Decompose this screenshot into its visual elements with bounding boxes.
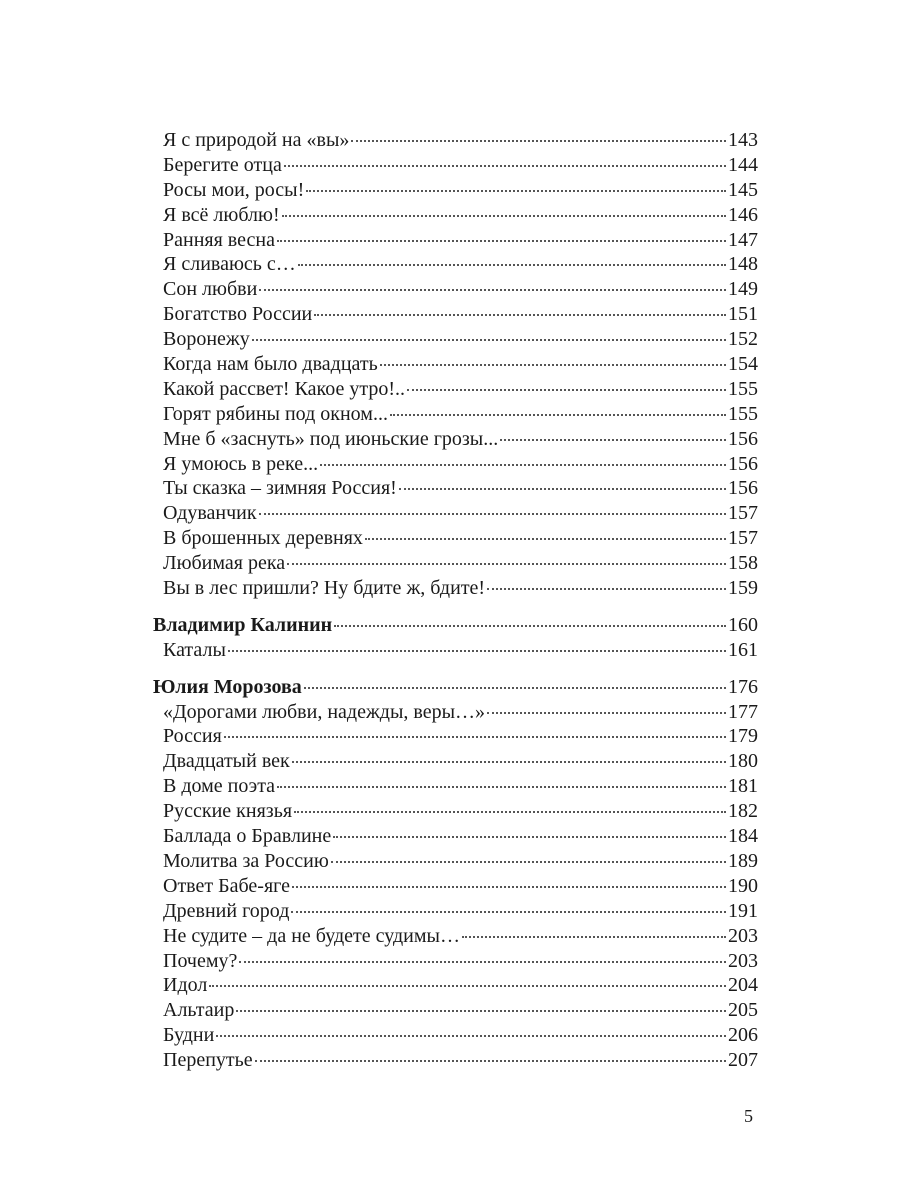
toc-entry <box>153 799 758 824</box>
entry-title: Богатство России <box>163 303 313 326</box>
entry-page-number: 157 <box>728 527 758 550</box>
entry-page-number: 184 <box>728 825 758 848</box>
entry-title: Древний город <box>163 899 290 922</box>
toc-entry <box>153 277 758 302</box>
entry-page-number: 176 <box>728 675 758 698</box>
entry-title: Мне б «заснуть» под июньские грозы... <box>163 427 499 450</box>
entry-page-number: 191 <box>728 899 758 922</box>
dot-leader <box>255 1060 726 1062</box>
entry-title: В брошенных деревнях <box>163 527 363 550</box>
entry-title: Я всё люблю! <box>163 203 280 226</box>
dot-leader <box>277 786 726 788</box>
entry-title: Молитва за Россию <box>163 849 329 872</box>
section-spacer <box>153 663 758 675</box>
entry-title: Не судите – да не будете судимы… <box>163 924 460 947</box>
entry-title: Каталы <box>163 638 226 661</box>
dot-leader <box>284 165 726 167</box>
toc-entry <box>153 427 758 452</box>
table-of-contents <box>153 128 758 1073</box>
entry-title: Ты сказка – зимняя Россия! <box>163 477 397 500</box>
toc-entry <box>153 327 758 352</box>
entry-title: Берегите отца <box>163 153 282 176</box>
entry-page-number: 182 <box>728 800 758 823</box>
toc-entry <box>153 824 758 849</box>
entry-page-number: 157 <box>728 502 758 525</box>
entry-page-number: 144 <box>728 153 758 176</box>
toc-entry <box>153 402 758 427</box>
entry-page-number: 155 <box>728 377 758 400</box>
dot-leader <box>294 811 726 813</box>
dot-leader <box>380 364 726 366</box>
entry-title: Будни <box>163 1024 215 1047</box>
dot-leader <box>334 625 726 627</box>
dot-leader <box>287 563 726 565</box>
toc-entry <box>153 252 758 277</box>
dot-leader <box>351 140 726 142</box>
toc-entry <box>153 700 758 725</box>
entry-page-number: 156 <box>728 477 758 500</box>
entry-title: Идол <box>163 974 208 997</box>
toc-entry <box>153 203 758 228</box>
entry-title: Росы мои, росы! <box>163 178 305 201</box>
toc-entry <box>153 228 758 253</box>
entry-page-number: 158 <box>728 552 758 575</box>
entry-page-number: 203 <box>728 924 758 947</box>
toc-entry <box>153 153 758 178</box>
dot-leader <box>390 414 726 416</box>
toc-author-heading <box>153 613 758 638</box>
dot-leader <box>331 861 726 863</box>
toc-entry <box>153 352 758 377</box>
dot-leader <box>209 985 726 987</box>
toc-entry <box>153 526 758 551</box>
entry-page-number: 149 <box>728 278 758 301</box>
entry-page-number: 161 <box>728 638 758 661</box>
entry-page-number: 189 <box>728 849 758 872</box>
entry-title: Воронежу <box>163 328 250 351</box>
entry-title: Я с природой на «вы» <box>163 129 350 151</box>
dot-leader <box>228 650 726 652</box>
dot-leader <box>298 264 726 266</box>
entry-title: Альтаир <box>163 999 235 1022</box>
entry-page-number: 181 <box>728 775 758 798</box>
toc-entry <box>153 849 758 874</box>
entry-page-number: 204 <box>728 974 758 997</box>
toc-entry <box>153 452 758 477</box>
toc-entry <box>153 924 758 949</box>
entry-title: Почему? <box>163 949 238 972</box>
entry-page-number: 180 <box>728 750 758 773</box>
toc-entry <box>153 638 758 663</box>
entry-page-number: 143 <box>728 129 758 151</box>
toc-entry <box>153 749 758 774</box>
entry-page-number: 151 <box>728 303 758 326</box>
toc-entry <box>153 973 758 998</box>
page-number: 5 <box>744 1106 753 1126</box>
dot-leader <box>306 190 726 192</box>
entry-page-number: 206 <box>728 1024 758 1047</box>
dot-leader <box>487 588 726 590</box>
toc-entry <box>153 476 758 501</box>
toc-entry <box>153 551 758 576</box>
entry-page-number: 203 <box>728 949 758 972</box>
toc-entry <box>153 724 758 749</box>
dot-leader <box>333 836 726 838</box>
entry-title: Я умоюсь в реке... <box>163 452 319 475</box>
dot-leader <box>224 736 726 738</box>
dot-leader <box>291 911 726 913</box>
toc-entry <box>153 576 758 601</box>
entry-title: Я сливаюсь с… <box>163 253 296 276</box>
dot-leader <box>320 464 726 466</box>
dot-leader <box>399 488 726 490</box>
toc-entry <box>153 377 758 402</box>
dot-leader <box>500 439 726 441</box>
entry-page-number: 152 <box>728 328 758 351</box>
dot-leader <box>292 886 726 888</box>
entry-title: В доме поэта <box>163 775 276 798</box>
dot-leader <box>239 961 726 963</box>
entry-page-number: 155 <box>728 402 758 425</box>
entry-title: Одуванчик <box>163 502 257 525</box>
author-name: Юлия Морозова <box>153 675 302 698</box>
entry-page-number: 147 <box>728 228 758 251</box>
dot-leader <box>282 215 726 217</box>
toc-entry <box>153 128 758 153</box>
entry-page-number: 205 <box>728 999 758 1022</box>
entry-page-number: 159 <box>728 577 758 600</box>
toc-entry <box>153 501 758 526</box>
entry-page-number: 160 <box>728 613 758 636</box>
dot-leader <box>304 687 726 689</box>
dot-leader <box>216 1035 726 1037</box>
dot-leader <box>462 936 726 938</box>
entry-title: Сон любви <box>163 278 258 301</box>
dot-leader <box>292 761 726 763</box>
entry-title: Двадцатый век <box>163 750 290 773</box>
entry-title: Какой рассвет! Какое утро!.. <box>163 377 406 400</box>
entry-page-number: 145 <box>728 178 758 201</box>
dot-leader <box>259 513 726 515</box>
entry-page-number: 148 <box>728 253 758 276</box>
entry-page-number: 154 <box>728 353 758 376</box>
entry-page-number: 156 <box>728 452 758 475</box>
dot-leader <box>407 389 726 391</box>
entry-title: Когда нам было двадцать <box>163 353 378 376</box>
dot-leader <box>314 314 726 316</box>
entry-title: Горят рябины под окном... <box>163 402 388 425</box>
dot-leader <box>259 289 726 291</box>
entry-title: Русские князья <box>163 800 293 823</box>
entry-title: Баллада о Бравлине <box>163 825 332 848</box>
dot-leader <box>252 339 726 341</box>
dot-leader <box>277 240 726 242</box>
toc-entry <box>153 178 758 203</box>
toc-entry <box>153 774 758 799</box>
entry-title: Ранняя весна <box>163 228 275 251</box>
toc-entry <box>153 899 758 924</box>
entry-title: Вы в лес пришли? Ну бдите ж, бдите! <box>163 577 486 600</box>
entry-page-number: 177 <box>728 700 758 723</box>
toc-entry <box>153 1023 758 1048</box>
entry-title: «Дорогами любви, надежды, веры…» <box>163 700 486 723</box>
entry-page-number: 190 <box>728 874 758 897</box>
entry-title: Ответ Бабе-яге <box>163 874 290 897</box>
toc-entry <box>153 998 758 1023</box>
entry-title: Россия <box>163 725 222 748</box>
toc-entry <box>153 302 758 327</box>
entry-page-number: 179 <box>728 725 758 748</box>
dot-leader <box>487 712 726 714</box>
toc-entry <box>153 949 758 974</box>
entry-page-number: 156 <box>728 427 758 450</box>
entry-page-number: 146 <box>728 203 758 226</box>
toc-author-heading <box>153 675 758 700</box>
entry-title: Перепутье <box>163 1049 253 1072</box>
dot-leader <box>236 1010 726 1012</box>
entry-page-number: 207 <box>728 1049 758 1072</box>
author-name: Владимир Калинин <box>153 613 333 636</box>
toc-entry <box>153 1048 758 1073</box>
toc-entry <box>153 874 758 899</box>
dot-leader <box>365 538 726 540</box>
entry-title: Любимая река <box>163 552 286 575</box>
section-spacer <box>153 601 758 613</box>
